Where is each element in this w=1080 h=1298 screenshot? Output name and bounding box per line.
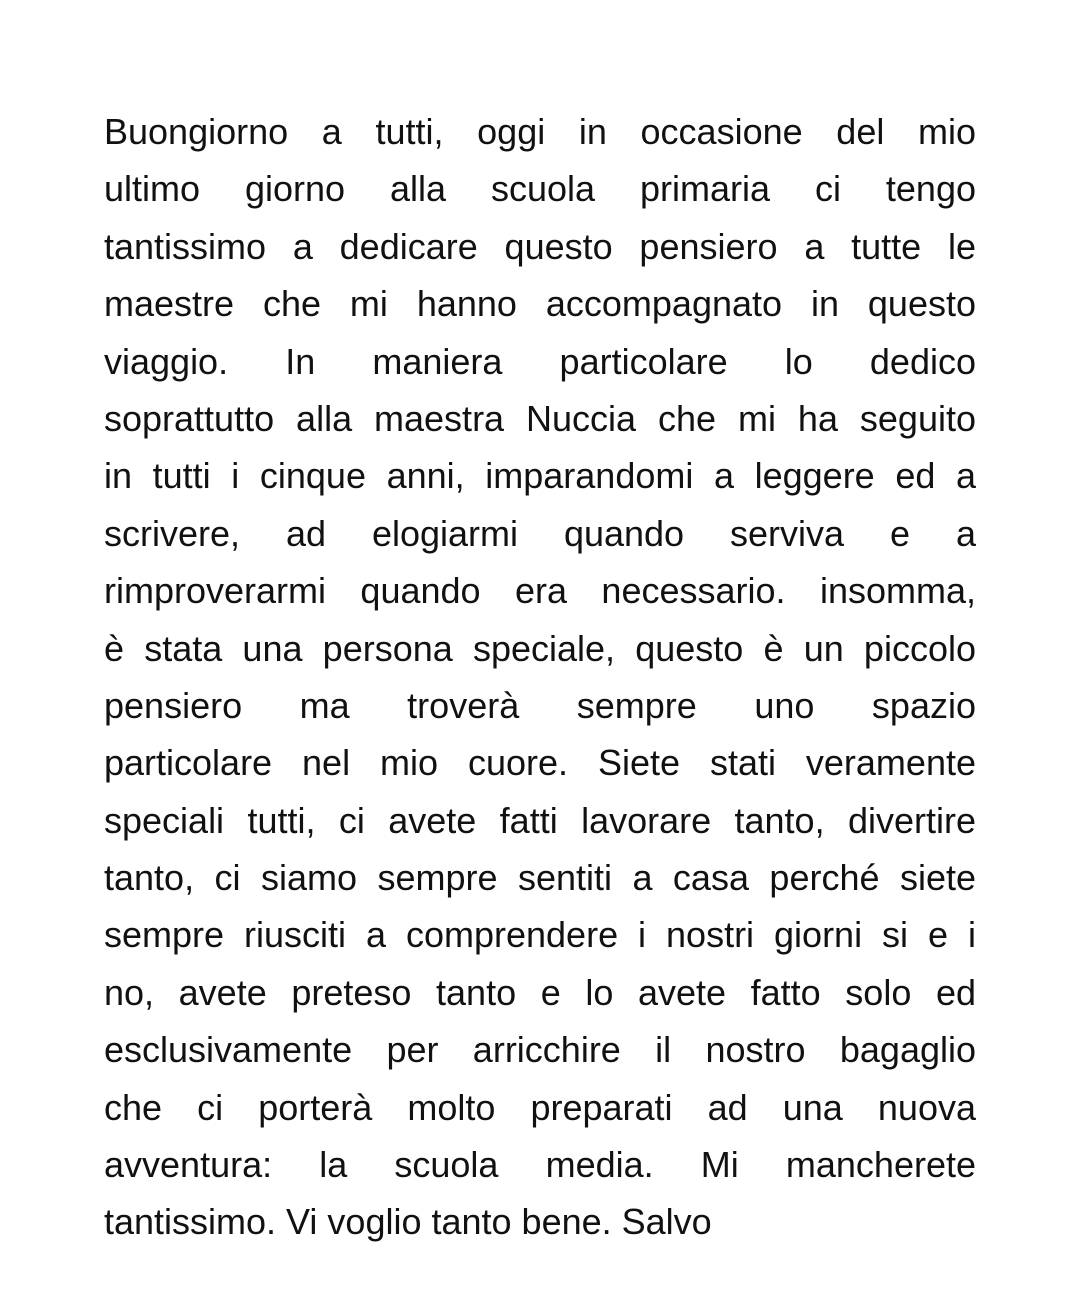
letter-body [104, 103, 976, 1251]
text-line: particolare nel mio cuore. Siete stati veramente [104, 742, 976, 784]
text-line: Buongiorno a tutti, oggi in occasione del mio [104, 111, 976, 152]
text-line: scrivere, ad elogiarmi quando serviva e a [104, 512, 976, 554]
text-line: sempre riusciti a comprendere i nostri giorni si e i [104, 914, 976, 956]
text-line: soprattutto alla maestra Nuccia che mi ha seguito [104, 397, 976, 439]
text-line: pensiero ma troverà sempre uno spazio [104, 684, 976, 726]
text-line: speciali tutti, ci avete fatti lavorare tanto, divertire [104, 799, 976, 841]
text-line: tantissimo a dedicare questo pensiero a tutte le [104, 225, 976, 267]
text-line: che ci porterà molto preparati ad una nuova [104, 1086, 976, 1128]
text-line: esclusivamente per arricchire il nostro bagaglio [104, 1029, 976, 1071]
text-line: ultimo giorno alla scuola primaria ci tengo [104, 168, 976, 210]
text-line: rimproverarmi quando era necessario. insomma, [104, 570, 976, 612]
text-line: viaggio. In maniera particolare lo dedico [104, 340, 976, 382]
text-line: tanto, ci siamo sempre sentiti a casa perché siete [104, 857, 976, 899]
text-line: in tutti i cinque anni, imparandomi a leggere ed a [104, 455, 976, 497]
text-line: avventura: la scuola media. Mi mancherete [104, 1144, 976, 1186]
text-line: maestre che mi hanno accompagnato in questo [104, 283, 976, 325]
text-line: no, avete preteso tanto e lo avete fatto solo ed [104, 971, 976, 1013]
text-line: è stata una persona speciale, questo è un piccolo [104, 627, 976, 669]
text-line-last: tantissimo. Vi voglio tanto bene. Salvo [104, 1201, 712, 1243]
